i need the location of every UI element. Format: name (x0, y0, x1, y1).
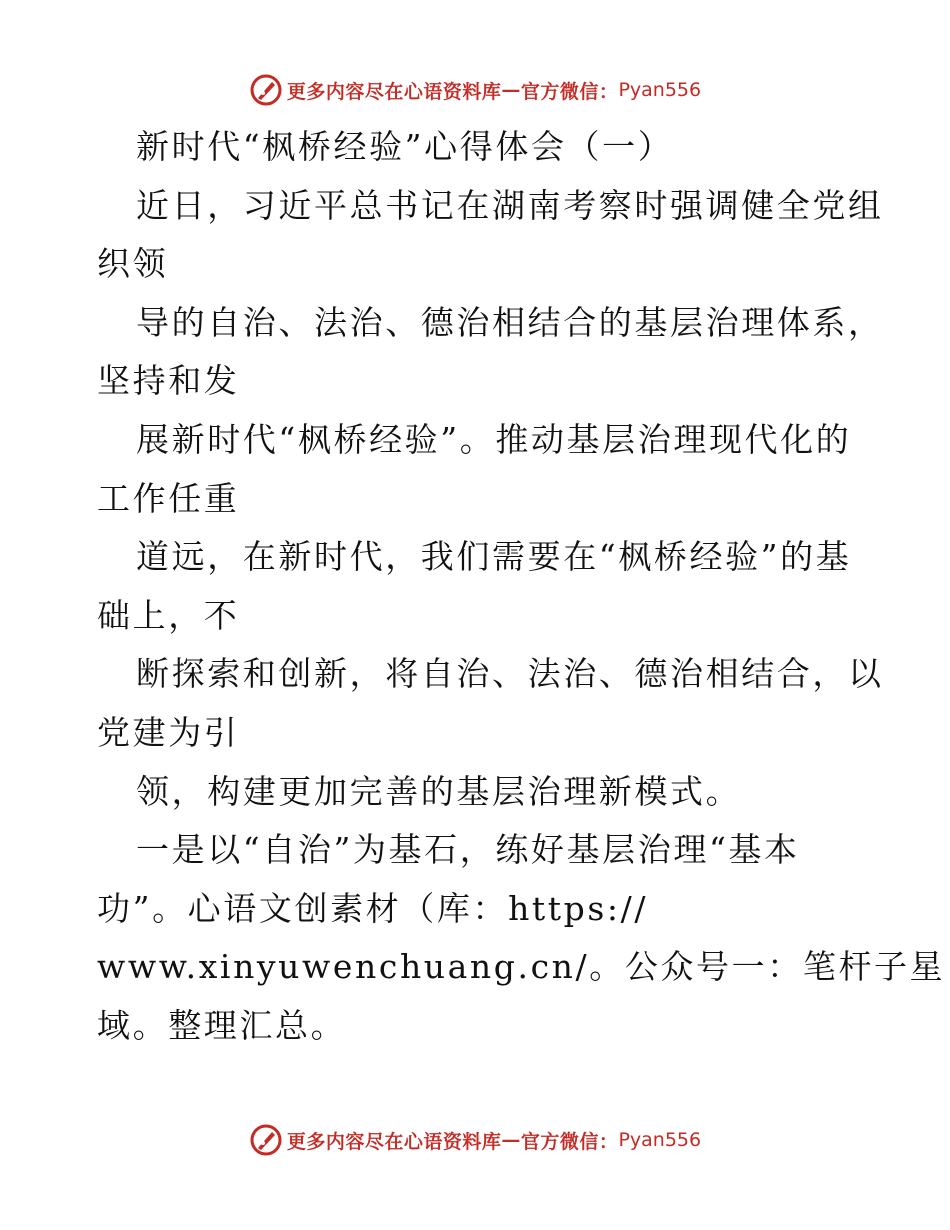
header-banner (0, 70, 950, 110)
pen-logo-icon (249, 1123, 283, 1157)
text-line: 坚持和发 (97, 361, 240, 401)
footer-banner (0, 1120, 950, 1160)
text-line: 一是以“自治”为基石，练好基层治理“基本 (136, 830, 800, 870)
document-body (97, 118, 946, 1056)
text-line: 础上，不 (97, 595, 240, 635)
text-line: 道远，在新时代，我们需要在“枫桥经验”的基 (136, 537, 852, 577)
text-line: 展新时代“枫桥经验”。推动基层治理现代化的 (136, 419, 852, 459)
banner-main-text: 更多内容尽在心语资料库 (286, 80, 502, 103)
text-line: 域。整理汇总。 (97, 1005, 347, 1045)
banner-dash: — (501, 79, 521, 101)
banner-main-text: 更多内容尽在心语资料库 (286, 1130, 502, 1153)
text-line: 织领 (97, 244, 169, 284)
text-line: 新时代“枫桥经验”心得体会（一） (136, 127, 674, 166)
text-line: 近日，习近平总书记在湖南考察时强调健全党组 (136, 185, 884, 225)
banner-dash: — (501, 1129, 521, 1151)
banner-wechat-id: Pyan556 (618, 79, 702, 101)
text-line: 工作任重 (97, 478, 240, 518)
banner-wechat-id: Pyan556 (618, 1129, 702, 1151)
text-line: 断探索和创新，将自治、法治、德治相结合，以 (136, 654, 884, 694)
text-line: 党建为引 (97, 712, 240, 752)
text-line: 导的自治、法治、德治相结合的基层治理体系， (136, 302, 884, 342)
banner-official-label: 官方微信： (520, 80, 619, 103)
text-line: 功”。心语文创素材（库：https:// (97, 888, 649, 928)
pen-logo-icon (249, 73, 283, 107)
text-line: 领，构建更加完善的基层治理新模式。 (136, 771, 742, 811)
banner-official-label: 官方微信： (520, 1130, 619, 1153)
text-line: www.xinyuwenchuang.cn/。公众号一：笔杆子星 (97, 947, 946, 987)
